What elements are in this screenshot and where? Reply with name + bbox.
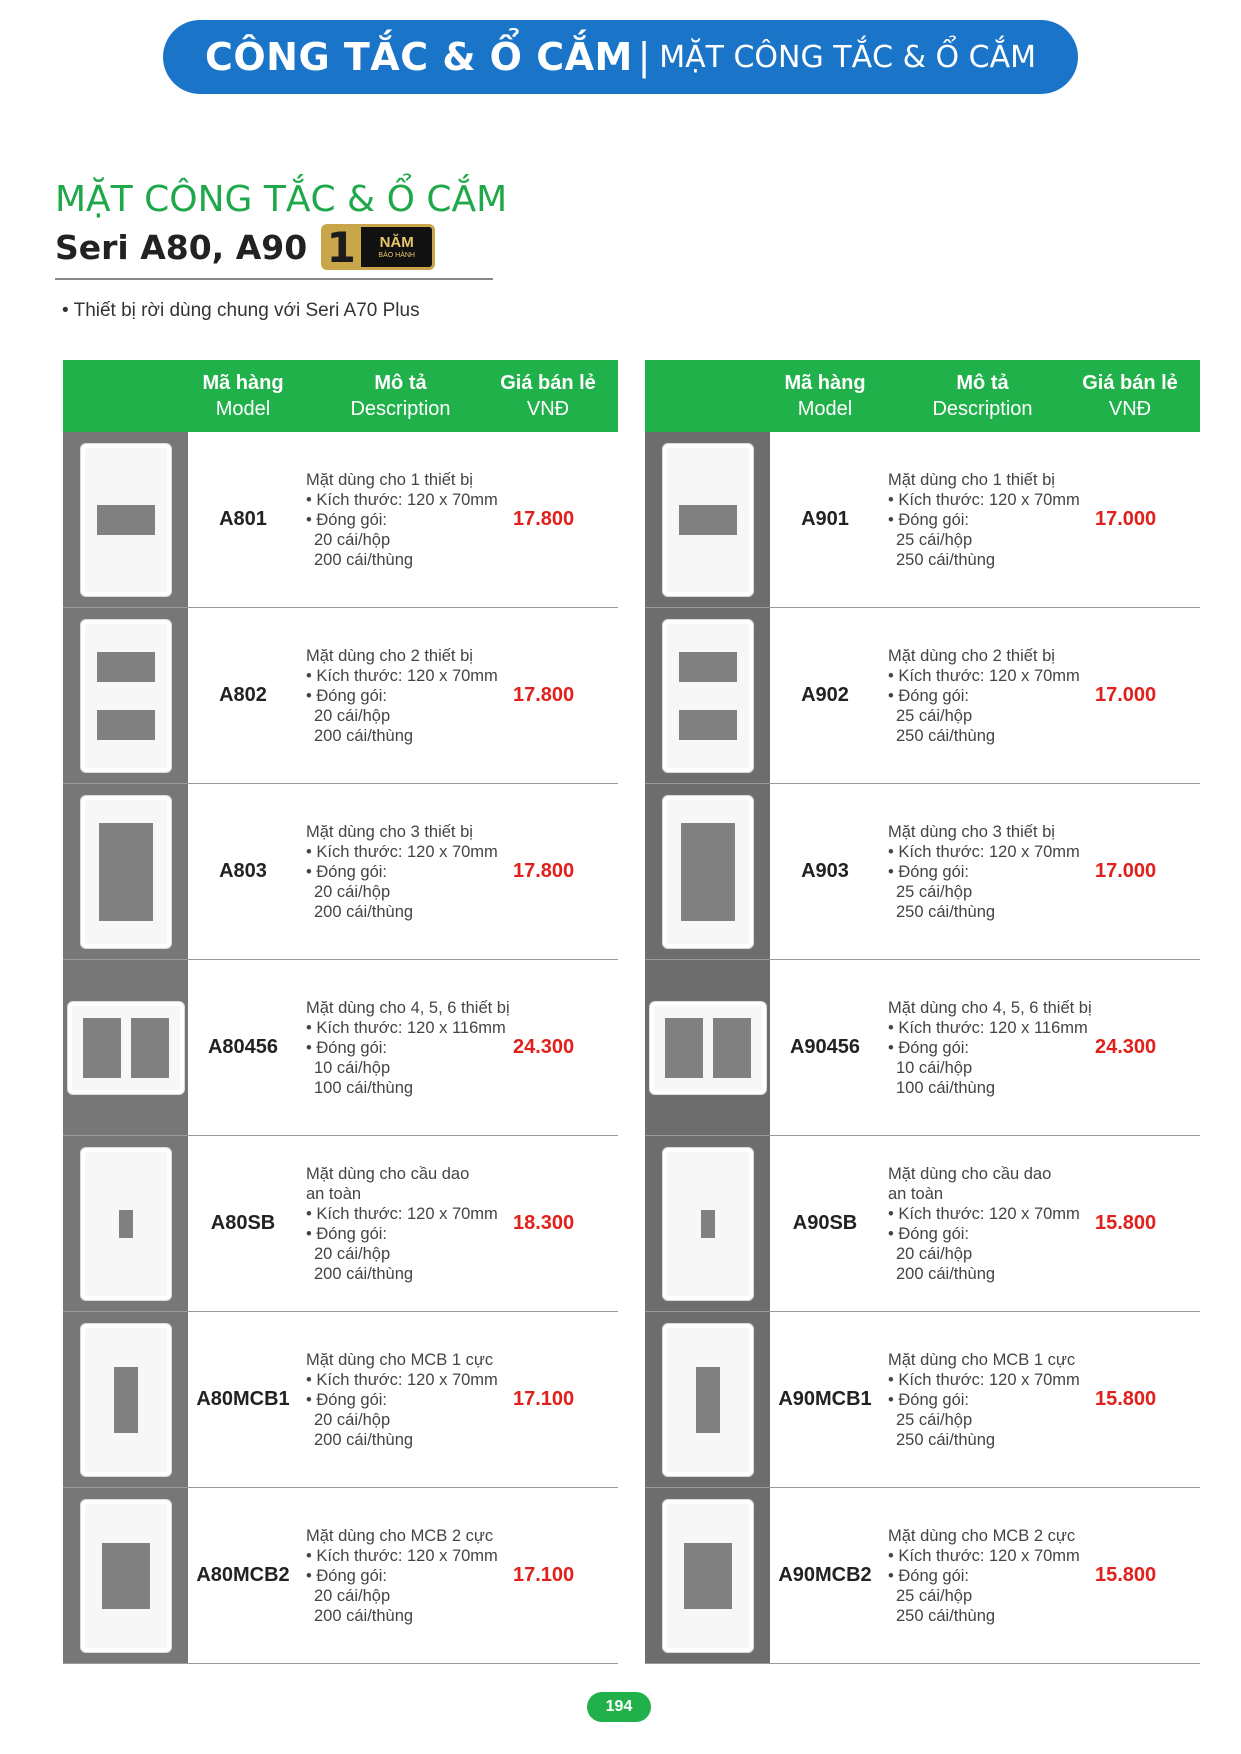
- product-image: [645, 1312, 770, 1487]
- product-price: 15.800: [1095, 1564, 1157, 1586]
- description-line: 10 cái/hộp: [314, 1058, 391, 1077]
- description-line: • Đóng gói:: [306, 1566, 387, 1585]
- product-price: 17.800: [513, 860, 575, 882]
- product-model: A90MCB1: [778, 1388, 872, 1410]
- description-line: • Đóng gói:: [306, 510, 387, 529]
- description-line: • Đóng gói:: [888, 686, 969, 705]
- description-line: 250 cái/thùng: [896, 1606, 996, 1625]
- description-line: 25 cái/hộp: [896, 1586, 973, 1605]
- product-table-a80: [63, 360, 618, 1664]
- description-line: • Kích thước: 120 x 70mm: [306, 842, 498, 861]
- product-price: 17.800: [513, 684, 575, 706]
- product-description: [298, 608, 513, 783]
- description-line: 20 cái/hộp: [314, 530, 391, 549]
- description-line: 200 cái/thùng: [314, 550, 414, 569]
- table-row: [645, 1136, 1200, 1312]
- description-line: an toàn: [888, 1184, 944, 1203]
- plate-opening: [97, 710, 155, 740]
- plate-opening: [679, 710, 737, 740]
- description-line: Mặt dùng cho MCB 1 cực: [306, 1350, 494, 1369]
- product-image: [645, 1136, 770, 1311]
- plate-opening: [114, 1367, 138, 1433]
- plate-opening: [696, 1367, 720, 1433]
- plate-opening: [99, 823, 153, 921]
- warranty-badge-icon: [321, 224, 435, 270]
- product-image: [645, 960, 770, 1135]
- product-description: [298, 960, 513, 1135]
- warranty-word: NĂM: [379, 234, 414, 251]
- description-line: 25 cái/hộp: [896, 882, 973, 901]
- description-line: Mặt dùng cho 2 thiết bị: [306, 646, 473, 665]
- header-model: Mã hàng Model: [202, 372, 284, 420]
- product-model: A903: [801, 860, 849, 882]
- product-description: [298, 1312, 513, 1487]
- plate-2-gang-icon: [662, 619, 754, 773]
- table-row: [63, 1312, 618, 1488]
- product-price: 18.300: [513, 1212, 575, 1234]
- table-row: [63, 1488, 618, 1664]
- description-line: Mặt dùng cho 1 thiết bị: [888, 470, 1055, 489]
- product-model: A802: [219, 684, 267, 706]
- description-line: • Kích thước: 120 x 116mm: [888, 1018, 1088, 1037]
- product-description: [880, 1488, 1095, 1663]
- description-line: • Đóng gói:: [306, 686, 387, 705]
- table-row: [645, 1312, 1200, 1488]
- banner-separator: |: [638, 35, 650, 79]
- plate-mcb2-icon: [80, 1499, 172, 1653]
- description-line: Mặt dùng cho 3 thiết bị: [306, 822, 473, 841]
- description-line: • Kích thước: 120 x 70mm: [306, 1370, 498, 1389]
- description-line: 100 cái/thùng: [314, 1078, 414, 1097]
- product-model: A80456: [207, 1036, 279, 1058]
- description-line: Mặt dùng cho 4, 5, 6 thiết bị: [306, 998, 510, 1017]
- product-image: [63, 1136, 188, 1311]
- description-line: • Kích thước: 120 x 70mm: [306, 490, 498, 509]
- product-description: [880, 608, 1095, 783]
- product-image: [645, 784, 770, 959]
- product-table-a90: [645, 360, 1200, 1664]
- product-model: A801: [219, 508, 267, 530]
- description-line: • Kích thước: 120 x 70mm: [306, 1204, 498, 1223]
- section-title: MẶT CÔNG TẮC & Ổ CẮM: [55, 179, 508, 220]
- description-line: • Đóng gói:: [888, 1038, 969, 1057]
- plate-opening: [679, 652, 737, 682]
- description-line: 20 cái/hộp: [314, 1586, 391, 1605]
- description-line: Mặt dùng cho MCB 2 cực: [888, 1526, 1076, 1545]
- product-model: A90MCB2: [778, 1564, 872, 1586]
- description-line: • Đóng gói:: [888, 1390, 969, 1409]
- table-header: [63, 360, 618, 432]
- description-line: Mặt dùng cho 4, 5, 6 thiết bị: [888, 998, 1092, 1017]
- header-price: Giá bán lẻ VNĐ: [1082, 372, 1178, 420]
- description-line: • Đóng gói:: [888, 862, 969, 881]
- description-line: • Đóng gói:: [306, 862, 387, 881]
- plate-456-gang-icon: [67, 1001, 185, 1095]
- product-image: [63, 784, 188, 959]
- product-image: [645, 608, 770, 783]
- description-line: 100 cái/thùng: [896, 1078, 996, 1097]
- description-line: • Kích thước: 120 x 70mm: [888, 666, 1080, 685]
- header-description: Mô tả Description: [932, 372, 1033, 420]
- product-description: [298, 784, 513, 959]
- product-price: 24.300: [1095, 1036, 1157, 1058]
- plate-2-gang-icon: [80, 619, 172, 773]
- description-line: 250 cái/thùng: [896, 726, 996, 745]
- description-line: • Kích thước: 120 x 70mm: [888, 842, 1080, 861]
- page-banner: [163, 20, 1078, 94]
- description-line: • Kích thước: 120 x 70mm: [888, 490, 1080, 509]
- product-price: 17.000: [1095, 508, 1157, 530]
- description-line: 250 cái/thùng: [896, 550, 996, 569]
- description-line: 20 cái/hộp: [314, 1244, 391, 1263]
- description-line: Mặt dùng cho 3 thiết bị: [888, 822, 1055, 841]
- plate-3-gang-icon: [662, 795, 754, 949]
- plate-opening: [83, 1018, 121, 1078]
- plate-1-gang-icon: [80, 443, 172, 597]
- product-description: [880, 1136, 1095, 1311]
- plate-safety-breaker-icon: [662, 1147, 754, 1301]
- plate-opening: [97, 505, 155, 535]
- product-description: [880, 432, 1095, 607]
- description-line: 20 cái/hộp: [314, 1410, 391, 1429]
- table-row: [645, 432, 1200, 608]
- table-row: [63, 1136, 618, 1312]
- product-model: A90456: [789, 1036, 861, 1058]
- description-line: • Đóng gói:: [306, 1038, 387, 1057]
- description-line: • Đóng gói:: [306, 1224, 387, 1243]
- description-line: Mặt dùng cho 1 thiết bị: [306, 470, 473, 489]
- plate-opening: [713, 1018, 751, 1078]
- header-description: Mô tả Description: [350, 372, 451, 420]
- description-line: • Đóng gói:: [888, 1566, 969, 1585]
- plate-opening: [119, 1210, 133, 1238]
- product-model: A80MCB1: [196, 1388, 290, 1410]
- description-line: 250 cái/thùng: [896, 902, 996, 921]
- description-line: 200 cái/thùng: [314, 726, 414, 745]
- product-price: 15.800: [1095, 1212, 1157, 1234]
- description-line: • Kích thước: 120 x 70mm: [888, 1370, 1080, 1389]
- product-model: A902: [801, 684, 849, 706]
- description-line: • Kích thước: 120 x 70mm: [306, 666, 498, 685]
- product-description: [298, 432, 513, 607]
- product-image: [63, 1312, 188, 1487]
- table-header: [645, 360, 1200, 432]
- plate-1-gang-icon: [662, 443, 754, 597]
- product-model: A90SB: [792, 1212, 858, 1234]
- table-row: [645, 784, 1200, 960]
- product-price: 15.800: [1095, 1388, 1157, 1410]
- product-price: 17.100: [513, 1564, 575, 1586]
- plate-opening: [679, 505, 737, 535]
- table-row: [63, 960, 618, 1136]
- table-row: [645, 1488, 1200, 1664]
- series-title: Seri A80, A90: [55, 227, 308, 267]
- description-line: 20 cái/hộp: [896, 1244, 973, 1263]
- description-line: • Kích thước: 120 x 70mm: [888, 1546, 1080, 1565]
- product-price: 17.800: [513, 508, 575, 530]
- banner-subtitle: MẶT CÔNG TẮC & Ổ CẮM: [659, 39, 1037, 75]
- description-line: • Đóng gói:: [888, 510, 969, 529]
- product-model: A901: [801, 508, 849, 530]
- plate-opening: [701, 1210, 715, 1238]
- plate-opening: [684, 1543, 732, 1609]
- description-line: 200 cái/thùng: [314, 1606, 414, 1625]
- product-model: A80MCB2: [196, 1564, 290, 1586]
- plate-safety-breaker-icon: [80, 1147, 172, 1301]
- description-line: 25 cái/hộp: [896, 530, 973, 549]
- product-description: [880, 1312, 1095, 1487]
- table-row: [645, 608, 1200, 784]
- product-image: [645, 432, 770, 607]
- description-line: • Đóng gói:: [888, 1224, 969, 1243]
- table-row: [63, 784, 618, 960]
- description-line: • Kích thước: 120 x 70mm: [306, 1546, 498, 1565]
- plate-opening: [131, 1018, 169, 1078]
- plate-mcb2-icon: [662, 1499, 754, 1653]
- product-image: [63, 608, 188, 783]
- warranty-sub: BẢO HÀNH: [378, 252, 415, 259]
- product-model: A803: [219, 860, 267, 882]
- product-description: [880, 960, 1095, 1135]
- warranty-number: 1: [321, 224, 361, 270]
- description-line: Mặt dùng cho MCB 2 cực: [306, 1526, 494, 1545]
- description-line: 25 cái/hộp: [896, 1410, 973, 1429]
- description-line: • Kích thước: 120 x 116mm: [306, 1018, 506, 1037]
- plate-opening: [97, 652, 155, 682]
- plate-opening: [665, 1018, 703, 1078]
- description-line: 25 cái/hộp: [896, 706, 973, 725]
- description-line: 250 cái/thùng: [896, 1430, 996, 1449]
- product-price: 17.000: [1095, 860, 1157, 882]
- description-line: 20 cái/hộp: [314, 706, 391, 725]
- header-price: Giá bán lẻ VNĐ: [500, 372, 596, 420]
- table-row: [63, 432, 618, 608]
- description-line: Mặt dùng cho cầu dao: [888, 1164, 1052, 1183]
- plate-opening: [681, 823, 735, 921]
- product-price: 17.000: [1095, 684, 1157, 706]
- page-number: 194: [587, 1692, 651, 1722]
- description-line: • Kích thước: 120 x 70mm: [888, 1204, 1080, 1223]
- description-line: 200 cái/thùng: [314, 1264, 414, 1283]
- product-description: [298, 1136, 513, 1311]
- description-line: 10 cái/hộp: [896, 1058, 973, 1077]
- product-description: [298, 1488, 513, 1663]
- heading-divider: [55, 278, 493, 280]
- description-line: 200 cái/thùng: [896, 1264, 996, 1283]
- product-image: [63, 432, 188, 607]
- plate-3-gang-icon: [80, 795, 172, 949]
- description-line: Mặt dùng cho MCB 1 cực: [888, 1350, 1076, 1369]
- product-description: [880, 784, 1095, 959]
- header-model: Mã hàng Model: [784, 372, 866, 420]
- product-image: [63, 1488, 188, 1663]
- plate-mcb1-icon: [662, 1323, 754, 1477]
- compatibility-note: • Thiết bị rời dùng chung với Seri A70 Plus: [62, 300, 420, 321]
- plate-mcb1-icon: [80, 1323, 172, 1477]
- product-image: [63, 960, 188, 1135]
- description-line: • Đóng gói:: [306, 1390, 387, 1409]
- product-price: 24.300: [513, 1036, 575, 1058]
- product-price: 17.100: [513, 1388, 575, 1410]
- product-image: [645, 1488, 770, 1663]
- banner-main-title: CÔNG TẮC & Ổ CẮM: [204, 35, 633, 79]
- section-heading: [55, 178, 507, 270]
- plate-opening: [102, 1543, 150, 1609]
- description-line: 20 cái/hộp: [314, 882, 391, 901]
- description-line: Mặt dùng cho 2 thiết bị: [888, 646, 1055, 665]
- description-line: an toàn: [306, 1184, 362, 1203]
- table-row: [645, 960, 1200, 1136]
- table-row: [63, 608, 618, 784]
- description-line: Mặt dùng cho cầu dao: [306, 1164, 470, 1183]
- description-line: 200 cái/thùng: [314, 902, 414, 921]
- description-line: 200 cái/thùng: [314, 1430, 414, 1449]
- plate-456-gang-icon: [649, 1001, 767, 1095]
- product-model: A80SB: [210, 1212, 276, 1234]
